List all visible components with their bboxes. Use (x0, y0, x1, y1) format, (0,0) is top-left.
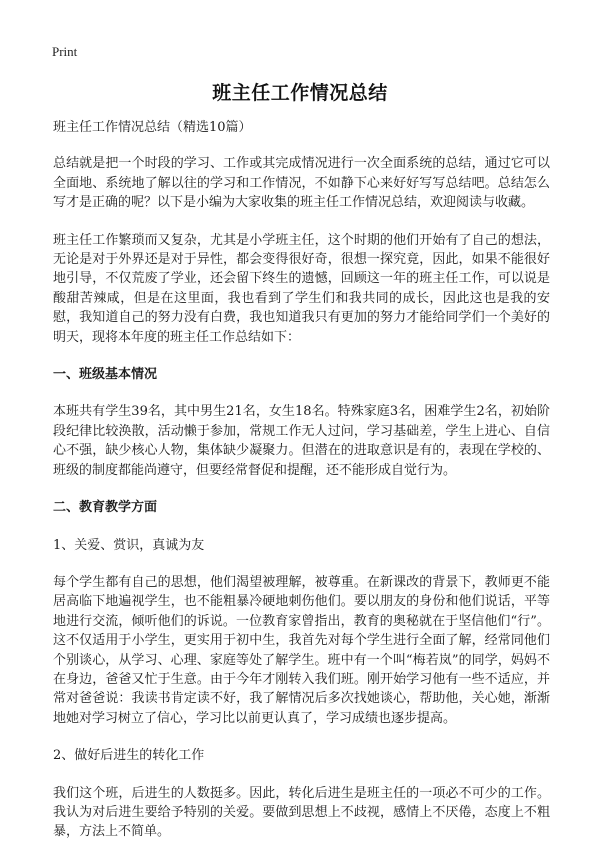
opening-paragraph: 班主任工作繁琐而又复杂，尤其是小学班主任，这个时期的他们开始有了自己的想法，无论是对于外界还是对于异性，都会变得很好奇，很想一探究竟，因此，如果不能很好地引导，不仅荒废了学业，还会留下终生的遗憾，回顾这一年的班主任工作，可以说是酸甜苦辣咸，但是在这里面，我也看到了学生们和我共同的成长，因此这也是我的安慰，我知道自己的努力没有白费，我也知道我只有更加的努力才能给同学们一个美好的明天，现将本年度的班主任工作总结如下： (53, 232, 550, 345)
class-info-paragraph: 本班共有学生39名，其中男生21名，女生18名。特殊家庭3名，困难学生2名，初始阶段纪律比较涣散，活动懒于参加，常规工作无人过问，学习基础差，学生上进心、自信心不强，缺少核心人物，集体缺少凝聚力。但潜在的进取意识是有的，表现在学校的、班级的制度都能尚遵守，但要经常督促和提醒，还不能形成自觉行为。 (53, 404, 550, 478)
section-heading-class-info: 一、班级基本情况 (53, 367, 158, 383)
page-title: 班主任工作情况总结 (212, 82, 388, 104)
sub-heading-care: 1、关爱、赏识，真诚为友 (53, 537, 205, 553)
intro-paragraph: 总结就是把一个时段的学习、工作或其完成情况进行一次全面系统的总结，通过它可以全面地、系统地了解以往的学习和工作情况，不如静下心来好好写写总结吧。总结怎么写才是正确的呢？以下是小编为大家收集的班主任工作情况总结，欢迎阅读与收藏。 (53, 156, 550, 211)
document-subtitle: 班主任工作情况总结（精选10篇） (53, 120, 252, 135)
care-paragraph: 每个学生都有自己的思想，他们渴望被理解，被尊重。在新课改的背景下，教师更不能居高临下地遍视学生，也不能粗暴冷硬地刺伤他们。要以朋友的身份和他们说话，平等地进行交流，倾听他们的诉说。一位教育家曾指出，教育的奥秘就在于坚信他们“行”。这不仅适用于小学生，更实用于初中生，我首先对每个学生进行全面了解，经常同他们个别谈心，从学习、心理、家庭等处了解学生。班中有一个叫“梅若岚”的同学，妈妈不在身边，爸爸又忙于生意。由于今年才刚转入我们班。刚开始学习他有一些不适应，并常对爸爸说：我读书肯定读不好，我了解情况后多次找她谈心，帮助他，关心她，渐渐地她对学习树立了信心，学习比以前更认真了，学习成绩也逐步提高。 (53, 574, 550, 726)
sub-heading-underachievers: 2、做好后进生的转化工作 (53, 748, 205, 764)
document-body (53, 118, 550, 860)
section-heading-teaching: 二、教育教学方面 (53, 500, 158, 516)
underachievers-paragraph: 我们这个班，后进生的人数挺多。因此，转化后进生是班主任的一项必不可少的工作。我认为对后进生要给予特别的关爱。要做到思想上不歧视，感情上不厌倦，态度上不粗暴，方法上不简单。 (53, 785, 550, 840)
print-link[interactable]: Print (52, 44, 78, 59)
